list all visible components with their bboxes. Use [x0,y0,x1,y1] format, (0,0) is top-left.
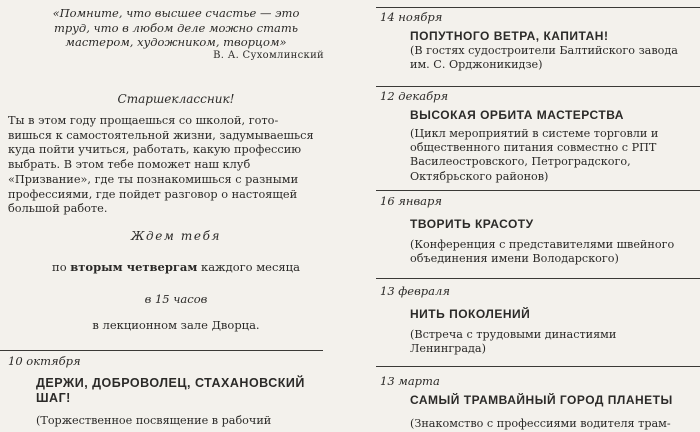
intro-line: вишься к самостоятельной жизни, задумываешься [8,128,314,142]
event-title-line: НИТЬ ПОКОЛЕНИЙ [410,307,531,321]
divider [376,366,700,367]
event-desc-line: (Встреча с трудовыми династиями [410,328,617,341]
event-date: 12 декабря [380,89,449,103]
event-title [410,307,700,322]
event-title [410,29,700,44]
epigraph-author: В. А. Сухомлинский [213,50,324,61]
event-desc-line: им. С. Орджоникидзе) [410,58,543,72]
right-column [364,0,700,432]
waiting-line: Ждем тебя [130,229,222,243]
event-desc-line: общественного питания совместно с РПТ [410,141,657,155]
event-title [36,376,336,406]
event-title-line: ВЫСОКАЯ ОРБИТА МАСТЕРСТВА [410,108,624,122]
divider [376,190,700,191]
event-title-line: САМЫЙ ТРАМВАЙНЫЙ ГОРОД ПЛАНЕТЫ [410,393,673,407]
event-desc-line: (Цикл мероприятий в системе торговли и [410,127,659,140]
event-title [410,108,700,123]
event-description [410,127,700,184]
event-october [8,354,338,432]
intro-line: Ты в этом году прощаешься со школой, гото- [8,114,279,127]
schedule-prefix: по [52,260,67,274]
event-description [36,414,336,428]
epigraph-line: труд, что в любом деле можно стать [53,20,299,35]
event-date: 16 января [380,194,443,208]
event-date: 14 ноября [380,10,443,24]
epigraph-line: «Помните, что высшее счастье — это [52,6,300,20]
event-date: 13 марта [380,374,440,388]
intro-line: профессиями, где пойдет разговор о настоящей [8,187,298,201]
divider [376,86,700,87]
venue-line: в лекционном зале Дворца. [92,318,260,332]
event-title [410,217,700,232]
schedule-bold: вторым четвергам [70,260,198,274]
time-line: в 15 часов [144,292,208,306]
epigraph-quote [22,6,330,50]
event-description [410,417,700,431]
event-title-line: ДЕРЖИ, ДОБРОВОЛЕЦ, СТАХАНОВСКИЙ [36,376,305,390]
event-title-line: ПОПУТНОГО ВЕТРА, КАПИТАН! [410,29,609,43]
intro-line: куда пойти учиться, работать, какую профессию [8,143,302,157]
epigraph-line: мастером, художником, творцом» [65,35,287,49]
divider [0,350,323,351]
event-desc-line: (Конференция с представителями швейного [410,238,675,251]
divider [376,278,700,279]
event-desc-line: Василеостровского, Петроградского, [410,155,631,169]
event-desc-line: (Торжественное посвящение в рабочий [36,414,272,427]
event-description [410,328,700,356]
address-heading: Старшеклассник! [117,92,235,106]
schedule-suffix: каждого месяца [201,260,300,274]
event-description [410,238,700,266]
divider [376,7,700,8]
event-desc-line: Ленинграда) [410,342,486,356]
event-date: 13 февраля [380,284,450,298]
event-title-line: ТВОРИТЬ КРАСОТУ [410,217,534,231]
event-description [410,44,700,72]
intro-line: большой работе. [8,202,108,216]
event-desc-line: объединения имени Володарского) [410,252,619,266]
event-date: 10 октября [8,354,81,368]
intro-line: выбрать. В этом тебе поможет наш клуб [8,158,251,172]
event-desc-line: Октябрьского районов) [410,169,549,183]
intro-line: «Призвание», где ты познакомишься с разными [8,172,299,186]
event-desc-line: (Знакомство с профессиями водителя трам- [410,417,671,430]
event-desc-line: (В гостях судостроители Балтийского завода [410,44,678,57]
intro-paragraph [8,114,328,217]
schedule-line [0,260,352,274]
event-title [410,393,700,408]
event-title-line: ШАГ! [36,391,71,405]
